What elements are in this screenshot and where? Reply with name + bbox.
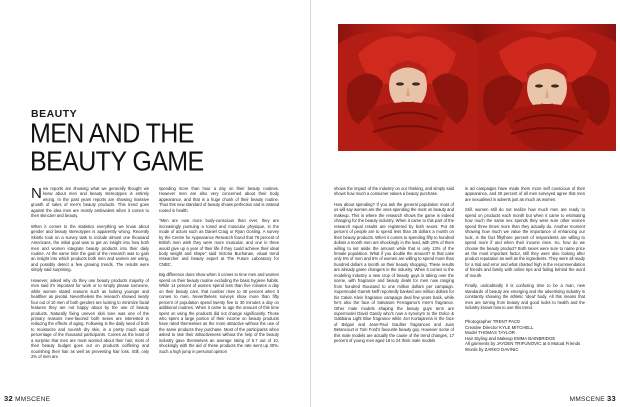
paragraph <box>31 186 149 219</box>
article-column-3 <box>334 186 454 398</box>
photo-credits <box>465 319 595 353</box>
folio-left <box>4 394 50 403</box>
photo-spread <box>338 24 616 151</box>
drop-cap: N <box>31 186 42 202</box>
paragraph: Big difference does show when it comes to time men and women spend on their beauty routine excluding the basic hygiene habits. While 14 percent of women spend less than five minutes a day on their beauty care, that number rises to 40 percent when it comes to men. Nevertheless surveys show more than fifty percent of population spend twenty five to 30 minutes a day on additional routines. When it came to age the amount of this time spent on using the products did not change significantly. Those who spent a large portion of their income on beauty products have rated themselves as the more attractive without the use of the same products they purchase. Most of the participants when asked to rate their attractiveness without the help of the beauty industry gave themselves an average rating of 5.7 out of 10, shockingly with the aid of these products the rate went up 30%. Such a high jump in personal opinion <box>159 272 279 354</box>
paragraph: spending more than hour a day on their beauty routines. However men are also very concerned about their body appearance, and that is a huge chunk of their beauty routine. Thus this new standard of beauty shows perfection and is instead rooted in health. <box>159 186 279 213</box>
folio-right <box>570 394 616 403</box>
credit-line: Model THOMAS TAYLOR <box>465 330 515 336</box>
right-page <box>310 0 620 407</box>
model-portrait-illustration <box>338 24 477 151</box>
magazine-brand: MMSCENE <box>569 396 605 403</box>
headline-line-1: MEN AND THE <box>30 117 194 150</box>
paragraph: However, asked why do they use beauty products majority of men said it's important for work or to simply please someone, while women stated reasons such as looking younger and healthier as pivotal. Nevertheless the research showed nearly four out of 10 men of both genders are looking to minimize facial features they are not happy about by the use of beauty products. Naturally fixing uneven skin tone was one of the primary reasons men-favored both sexes are interested in reducing the effects of aging. Following is the daily need of both to moisturize and nourish dry skin, in a pretty much equal percentage of the thousand participants. Comes as the least of a surprise that men are most worried about their hair, most of their beauty budget goes out on products coiffering and nourishing their hair as well as preventing hair loss. Still, only 2% of men are <box>31 277 149 360</box>
paragraph: How about spending? If you ask the general population most of us will say women are the ones spending the most on beauty and makeup. This is where the research shows the game is indeed changing for the beauty industry. When it came to this part of the research equal results are registered by both sexes. Put 46 percent of people are to spend less than 25 dollars a month on their beauty products. When it comes to spending fifty to hundred dollars a month men are shockingly in the lead, with 20% of them willing to set aside the amount while that is only 13% of the female population. What if you double the amount? In that case only 5% of men and 6% of women are willing to spend more than hundred dollars a month on their beauty shopping. These results are already game changers in the industry. When it comes to the modeling industry a new crop of beauty guys is taking over the scene, with fragrance and beauty deals for men now ranging from hundred thousand to one million dollars per campaign. Supermodel Garrett Neff reportedly banked one million dollars for his Calvin Klein fragrance campaign deal few years back, while he's also the face of Salvatore Ferragamo's men's fragrance. Other male models shaping the beauty guys term are supermodel David Gandy who's now a synonym to the Dolce & Gabbana Light Blue fragrance while Jon Kortajarena is the face of Bvlgari and Jean-Paul Gaultier fragrances and Juan Betancourt is Tom Ford's favourite beauty guy. However some of this male models are actually the cause of the trend changes, 17 percent of young men aged 18 to 24 think male models <box>334 201 454 344</box>
paragraph: "Men are now more body-conscious than ever, they are increasingly pursuing a toned and muscular physique, in the mode of actors such as Daniel Craig or Ryan Gosling. A survey by the Centre for Appearance Research found that 78 percent of British men wish they were more muscular, and one in three would give up a year of their life if they could achieve their ideal body weight and shape" said Victoria Buchanan, visual trend researcher and beauty expert at The Future Laboratory for CNBC. <box>159 218 279 267</box>
paragraph: in ad campaigns have made them more self conscious of their appearance, and 26 percent of all men surveyed agree that men are sexualised in adverts just as much as women. <box>465 186 585 202</box>
editorial-photo-2 <box>477 24 616 151</box>
section-label: BEAUTY <box>31 108 78 120</box>
page-number: 33 <box>607 394 616 403</box>
credit-line: Photographer TRENT PACE <box>465 319 521 324</box>
headline <box>30 117 204 178</box>
paragraph: Finally, undoubtedly it is confusing time to be a man, new standards of beauty are emerging and the advertising industry is constantly showing the athletic 'ideal' body. All this means that men are turning from beauty and good looks to health and the industry knows how to use this trend. <box>465 283 585 311</box>
magazine-brand: MMSCENE <box>15 396 51 403</box>
credit-line: Hair Styling and Makeup EMMA BAINBRIDGE <box>465 335 556 341</box>
article-column-1 <box>31 186 149 398</box>
page-number: 32 <box>4 394 13 403</box>
paragraph: shows the impact of the industry on our thinking, and simply said shows how much a consumer values a beauty purchase. <box>334 186 454 197</box>
headline-line-2: BEAUTY GAME <box>30 145 204 178</box>
credit-line: All garments by JAYDEN TRIFUNOVIC at 6 Mutual Friends <box>465 341 581 347</box>
article-column-2 <box>159 186 279 398</box>
paragraph: Still, women still do not realize how much men are ready to spend on products each month but when it came to estimating how much the same sex spends they were sure other women spend three times more than they actually do. Another moment showing how much we value the importance of enhancing our look, is the fact fiftythree percent of respondents are willing to spend more if and when their income rises. So, how do we choose the beauty product? Both sexes were sure to name price as the most important factor, still they were also looking after product reputation as well as the ingredients. They were all ready for a trial and error and what charted high is the recommendation of friends and family with online tips and failing behind the word of mouth. <box>465 207 585 278</box>
model-portrait-illustration <box>477 24 616 151</box>
credit-line: Words by ZARKO DAVINIC <box>465 346 519 352</box>
editorial-photo-1 <box>338 24 477 151</box>
credit-line: Creative Director KYLE MITCHELL <box>465 324 534 330</box>
paragraph: When it comes to the statistics everything we know about gender and beauty stereotypes is apparently wrong. Recently Skintlo took on a survey task to include almost one thousand Americans, the initial goal was to get an insight into how both men and women integrate beauty products into their daily routine. At the same time the goal of the research was to gain an insight into which products both men and women are using, and possibly detect a few growing trends. The results were simply said surprising. <box>31 223 149 273</box>
paragraph-text: ew reports are showing what we generally thought we knew about men and beauty stereotypes is entirely wrong. In the past years reports are showing massive growth of sales of men's beauty products. This trend goes against the idea men are mostly ambivalent when it comes to their skincare and beauty. <box>31 186 149 219</box>
article-column-4 <box>465 186 585 314</box>
